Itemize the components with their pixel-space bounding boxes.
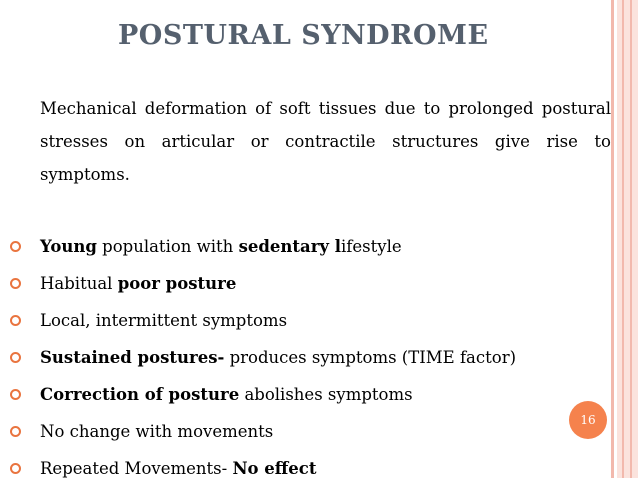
ring-bullet-icon xyxy=(10,426,21,437)
ring-bullet-icon xyxy=(10,389,21,400)
bullet-text-plain: produces symptoms (TIME factor) xyxy=(224,348,517,367)
bullet-text xyxy=(40,459,316,478)
ring-bullet-icon xyxy=(10,278,21,289)
bullet-text-bold: poor posture xyxy=(117,274,237,293)
decorative-stripe-line xyxy=(611,0,614,478)
ring-bullet-icon xyxy=(10,241,21,252)
slide-title: POSTURAL SYNDROME xyxy=(118,20,489,51)
bullet-text-bold: Sustained postures- xyxy=(40,348,225,367)
bullet-text-bold: sedentary l xyxy=(238,237,341,256)
intro-paragraph: Mechanical deformation of soft tissues due to prolonged postural stresses on articular or contractile structures give rise to symptoms. xyxy=(40,99,611,184)
decorative-stripe-line xyxy=(622,0,624,478)
bullet-text xyxy=(40,422,273,441)
decorative-stripe-band xyxy=(617,0,638,478)
bullet-text-plain: No change with movements xyxy=(40,422,274,441)
bullet-text-plain: population with xyxy=(96,237,239,256)
bullet-text-plain: ifestyle xyxy=(341,237,402,256)
ring-bullet-icon xyxy=(10,315,21,326)
bullet-text-bold: No effect xyxy=(232,459,317,478)
bullet-text-bold: Correction of posture xyxy=(40,385,240,404)
bullet-text-plain: abolishes symptoms xyxy=(239,385,413,404)
decorative-stripe-line xyxy=(630,0,632,478)
ring-bullet-icon xyxy=(10,463,21,474)
bullet-text xyxy=(40,385,413,404)
page-number: 16 xyxy=(580,413,596,427)
bullet-text xyxy=(40,237,402,256)
bullet-text xyxy=(40,348,516,367)
ring-bullet-icon xyxy=(10,352,21,363)
bullet-text xyxy=(40,311,287,330)
bullet-text xyxy=(40,274,236,293)
bullet-text-bold: Young xyxy=(40,237,97,256)
bullet-text-plain: Local, intermittent symptoms xyxy=(40,311,288,330)
page-number-badge xyxy=(569,401,607,439)
bullet-text-plain: Repeated Movements- xyxy=(40,459,233,478)
bullet-text-plain: Habitual xyxy=(40,274,118,293)
